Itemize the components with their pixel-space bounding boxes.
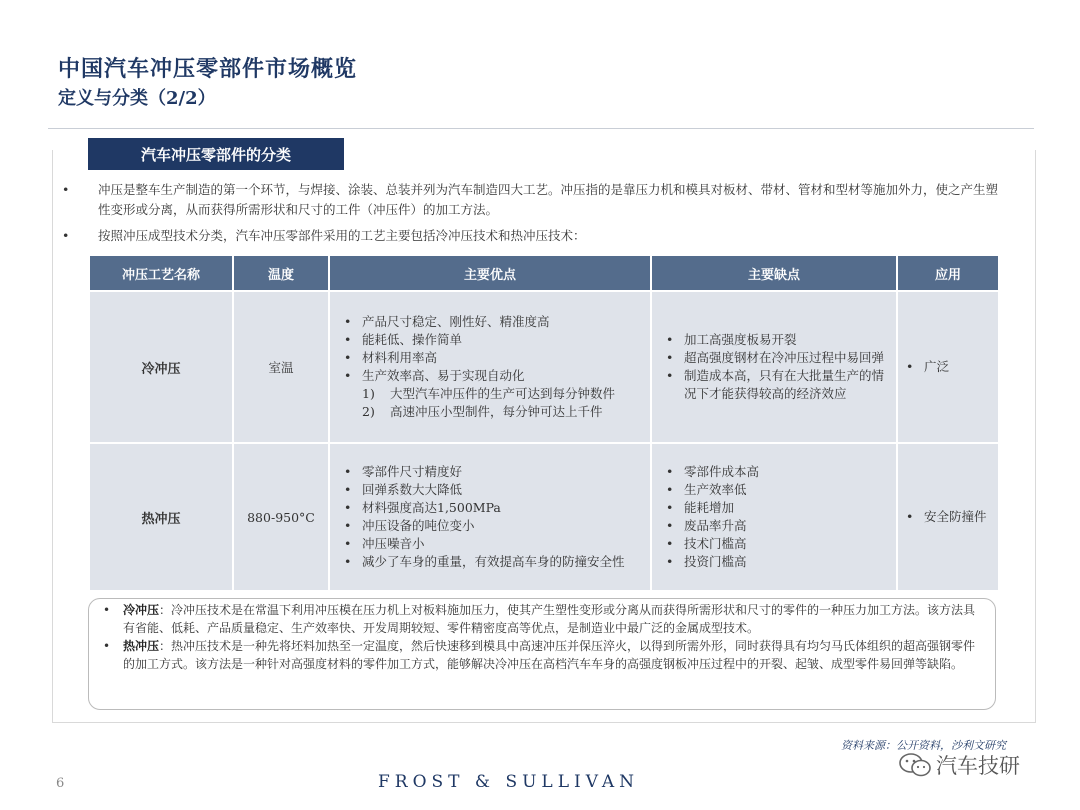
table-row: [90, 444, 998, 590]
definition-notes: [88, 598, 996, 710]
list-item: • 能耗低、操作简单: [340, 331, 642, 349]
note-term: 热冲压: [123, 639, 160, 653]
header-divider: [48, 128, 1034, 129]
list-item: • 废品率升高: [662, 517, 888, 535]
watermark: [898, 750, 1020, 780]
list-item: • 加工高强度板易开裂: [662, 331, 888, 349]
page-number: 6: [56, 776, 65, 791]
intro-text: 按照冲压成型技术分类，汽车冲压零部件采用的工艺主要包括冷冲压技术和热冲压技术：: [98, 228, 586, 243]
note-text: 热冲压技术是一种先将坯料加热至一定温度，然后快速移到模具中高速冲压并保压淬火，以得到所需外形，同时获得具有均匀马氏体组织的超高强钢零件的加工方式。该方法是一种针对高强度材料的零件加工方式，能够解决冷冲压在高档汽车车身的高强度钢板冲压过程中的开裂、起皱、成型零件易回弹等缺陷。: [123, 639, 976, 671]
list-item: • 产品尺寸稳定、刚性好、精准度高: [340, 313, 642, 331]
bullet: •: [62, 228, 70, 243]
apps-cell: [898, 444, 998, 590]
temperature: 880-950°C: [234, 444, 328, 590]
bullet: •: [62, 182, 70, 197]
list-item: • 投资门槛高: [662, 553, 888, 571]
sub-list-item: [330, 385, 650, 403]
pros-cell: [330, 292, 650, 442]
sub-number: 2): [362, 404, 375, 419]
note-item: [99, 637, 985, 673]
sub-number: 1): [362, 386, 375, 401]
header-cell: 温度: [234, 256, 328, 290]
list-item: • 回弹系数大大降低: [340, 481, 642, 499]
list-item: • 生产效率高、易于实现自动化: [340, 367, 642, 385]
header-cell: 主要优点: [330, 256, 650, 290]
process-name: 热冲压: [90, 444, 232, 590]
table-row: [90, 292, 998, 442]
note-text: 冷冲压技术是在常温下利用冲压模在压力机上对板料施加压力，使其产生塑性变形或分离从而获得所需形状和尺寸的零件的一种压力加工方法。该方法具有省能、低耗、产品质量稳定、生产效率快、开发周期较短、零件精密度高等优点，是制造业中最广泛的金属成型技术。: [123, 603, 976, 635]
page-title: 中国汽车冲压零部件市场概览: [58, 56, 358, 82]
sub-text: 大型汽车冲压件的生产可达到每分钟数件: [390, 386, 616, 401]
source-note: 资料来源：公开资料，沙利文研究: [841, 739, 1006, 752]
sub-list-item: [330, 403, 650, 421]
note-item: [99, 601, 985, 637]
intro-item: [62, 180, 1002, 220]
bullet: •: [103, 639, 111, 653]
list-item: • 零部件尺寸精度好: [340, 463, 642, 481]
list-item: • 安全防撞件: [902, 508, 990, 526]
header-cell: 主要缺点: [652, 256, 896, 290]
watermark-text: 汽车技研: [936, 754, 1020, 778]
list-item: • 材料强度高达1,500MPa: [340, 499, 642, 517]
temperature: 室温: [234, 292, 328, 442]
bullet: •: [103, 603, 111, 617]
stamping-table: [88, 254, 1000, 592]
list-item: • 生产效率低: [662, 481, 888, 499]
cons-cell: [652, 292, 896, 442]
header-cell: 应用: [898, 256, 998, 290]
intro-text: 冲压是整车生产制造的第一个环节，与焊接、涂装、总装并列为汽车制造四大工艺。冲压指的是靠压力机和模具对板材、带材、管材和型材等施加外力，使之产生塑性变形或分离，从而获得所需形状和尺寸的工件（冲压件）的加工方法。: [98, 182, 999, 217]
frost-sullivan-logo: FROST & SULLIVAN: [378, 772, 639, 792]
list-item: • 超高强度钢材在冷冲压过程中易回弹: [662, 349, 888, 367]
list-item: • 材料利用率高: [340, 349, 642, 367]
page-subtitle: 定义与分类（2/2）: [58, 88, 216, 109]
intro-item: [62, 226, 1002, 246]
list-item: • 减少了车身的重量，有效提高车身的防撞安全性: [340, 553, 642, 571]
note-separator: ：: [159, 639, 172, 653]
note-separator: ：: [159, 603, 172, 617]
list-item: • 能耗增加: [662, 499, 888, 517]
note-term: 冷冲压: [123, 603, 160, 617]
list-item: • 冲压设备的吨位变小: [340, 517, 642, 535]
sub-text: 高速冲压小型制件，每分钟可达上千件: [390, 404, 603, 419]
table-header-row: [90, 256, 998, 290]
list-item: • 技术门槛高: [662, 535, 888, 553]
list-item: • 制造成本高，只有在大批量生产的情况下才能获得较高的经济效应: [662, 367, 888, 403]
cons-cell: [652, 444, 896, 590]
list-item: • 广泛: [902, 358, 990, 376]
apps-cell: [898, 292, 998, 442]
list-item: • 零部件成本高: [662, 463, 888, 481]
list-item: • 冲压噪音小: [340, 535, 642, 553]
wechat-icon: [898, 751, 932, 779]
header-cell: 冲压工艺名称: [90, 256, 232, 290]
process-name: 冷冲压: [90, 292, 232, 442]
pros-cell: [330, 444, 650, 590]
section-tag: 汽车冲压零部件的分类: [88, 138, 344, 170]
